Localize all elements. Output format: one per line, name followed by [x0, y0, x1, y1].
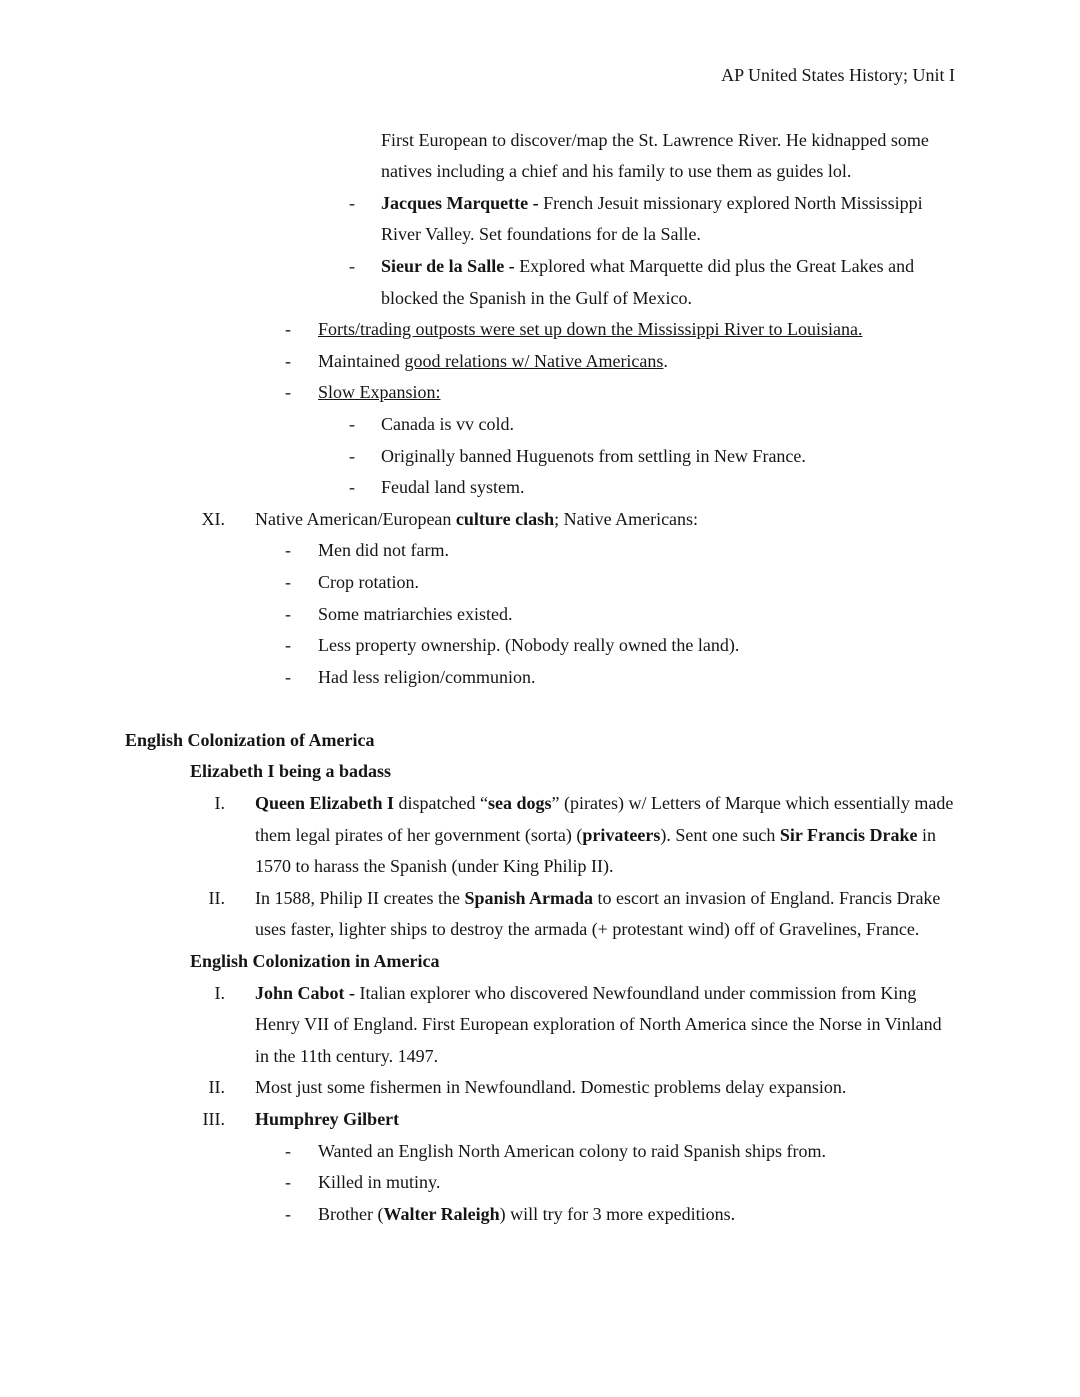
- text-run: Less property ownership. (Nobody really owned the land).: [318, 635, 740, 656]
- text-line: [318, 662, 955, 694]
- text-line: [190, 756, 955, 788]
- list-marker: -: [349, 192, 355, 213]
- text-run: Originally banned Huguenots from settling in New France.: [381, 445, 806, 466]
- text-run: Sieur de la Salle -: [381, 255, 520, 276]
- text-run: English Colonization of America: [125, 729, 375, 750]
- text-line: [255, 883, 955, 946]
- text-run: sea dogs: [487, 793, 552, 814]
- bullet-item-level1: [125, 314, 955, 346]
- bullet-item-level1: [125, 535, 955, 567]
- text-line: [255, 1072, 955, 1104]
- text-run: ” (pirates) w/ Letters of Marque which essentially made them legal pirates of her government (sorta) (: [255, 793, 954, 845]
- text-line: [190, 946, 955, 978]
- text-line: [318, 377, 955, 409]
- text-run: Italian explorer who discovered Newfoundland under commission from King Henry VII of England. First European exploration of North America since the Norse in Vinland in the 11th century. 1497.: [255, 982, 942, 1066]
- outline-item-roman: [125, 788, 955, 883]
- list-marker: -: [285, 350, 291, 371]
- text-run: Humphrey Gilbert: [255, 1109, 400, 1129]
- text-line: [318, 1199, 955, 1231]
- list-marker: -: [349, 445, 355, 466]
- text-run: in 1570 to harass the Spanish (under King Philip II).: [255, 824, 936, 877]
- bullet-item-level1: [125, 630, 955, 662]
- list-marker: I.: [214, 793, 225, 814]
- bullet-item-level1: [125, 662, 955, 694]
- text-line: [318, 1167, 955, 1199]
- section-heading: [125, 725, 955, 757]
- text-run: Canada is vv cold.: [381, 413, 514, 434]
- list-marker: -: [285, 1203, 291, 1224]
- text-run: Forts/trading outposts were set up down the Mississippi River to Louisiana.: [318, 319, 863, 340]
- list-marker: XI.: [201, 508, 225, 529]
- list-marker: -: [349, 413, 355, 434]
- bullet-item-level2: [125, 441, 955, 473]
- text-run: Men did not farm.: [318, 540, 449, 561]
- bullet-item-level1: [125, 599, 955, 631]
- page-header: AP United States History; Unit I: [721, 65, 955, 85]
- list-marker: -: [285, 382, 291, 403]
- sub-heading: [190, 946, 955, 978]
- text-line: [318, 599, 955, 631]
- text-line: [381, 441, 955, 473]
- text-run: Killed in mutiny.: [318, 1172, 441, 1193]
- text-line: [255, 1104, 955, 1136]
- text-run: In 1588, Philip II creates the: [255, 887, 465, 908]
- text-run: .: [663, 350, 668, 371]
- text-run: John Cabot -: [255, 982, 360, 1003]
- text-run: French Jesuit missionary explored North Mississippi River Valley. Set foundations for de la Salle.: [381, 192, 923, 245]
- outline-item-roman: [125, 1072, 955, 1104]
- text-run: ; Native Americans:: [554, 508, 699, 529]
- text-run: ). Sent one such: [660, 824, 780, 845]
- bullet-item-level1: [125, 1136, 955, 1168]
- text-run: to escort an invasion of England. Francis Drake uses faster, lighter ships to destroy the armada (+ protestant wind) off of Gravelines, France.: [255, 887, 941, 940]
- text-line: [381, 188, 955, 251]
- list-marker: -: [349, 477, 355, 498]
- text-line: [318, 567, 955, 599]
- list-marker: II.: [208, 887, 225, 908]
- text-run: culture clash: [455, 508, 555, 529]
- bullet-item-level1: [125, 1199, 955, 1231]
- blank-line: [125, 693, 955, 725]
- bullet-item-level2: [125, 251, 955, 314]
- sub-heading: [190, 756, 955, 788]
- text-run: Sir Francis Drake: [779, 824, 918, 845]
- bullet-item-level1: [125, 567, 955, 599]
- list-marker: -: [285, 319, 291, 340]
- bullet-item-level2: [125, 472, 955, 504]
- outline-item-roman: [125, 1104, 955, 1136]
- text-run: Crop rotation.: [318, 571, 419, 592]
- text-line: [318, 630, 955, 662]
- text-run: Maintained: [318, 350, 405, 371]
- text-line: [381, 251, 955, 314]
- bullet-item-level1: [125, 1167, 955, 1199]
- text-run: Feudal land system.: [381, 477, 525, 498]
- list-marker: II.: [208, 1077, 225, 1098]
- text-run: Jacques Marquette -: [381, 192, 544, 213]
- list-marker-empty: [349, 125, 381, 188]
- text-run: Most just some fishermen in Newfoundland. Domestic problems delay expansion.: [255, 1077, 847, 1098]
- text-line: [318, 535, 955, 567]
- bullet-item-level2: [125, 409, 955, 441]
- text-line: [255, 978, 955, 1073]
- bullet-item-level2: [125, 188, 955, 251]
- list-marker: -: [349, 255, 355, 276]
- text-line: [381, 409, 955, 441]
- document-body: [125, 125, 955, 1231]
- list-marker: I.: [214, 982, 225, 1003]
- text-line: [255, 504, 955, 536]
- text-run: Explored what Marquette did plus the Great Lakes and blocked the Spanish in the Gulf of Mexico.: [381, 255, 915, 308]
- text-run: First European to discover/map the St. Lawrence River. He kidnapped some natives including a chief and his family to use them as guides lol.: [381, 129, 929, 182]
- text-line: [318, 1136, 955, 1168]
- text-run: dispatched “: [394, 793, 488, 814]
- outline-item-roman: [125, 504, 955, 536]
- list-marker: -: [285, 1172, 291, 1193]
- text-run: good relations w/ Native Americans: [404, 350, 664, 371]
- list-marker: -: [285, 635, 291, 656]
- text-run: Wanted an English North American colony to raid Spanish ships from.: [318, 1140, 826, 1161]
- text-line: [381, 472, 955, 504]
- text-run: Queen Elizabeth I: [255, 793, 395, 814]
- text-run: Had less religion/communion.: [318, 666, 536, 687]
- text-run: Walter Raleigh: [383, 1203, 500, 1224]
- text-run: Native American/European: [255, 508, 456, 529]
- text-line: [255, 788, 955, 883]
- text-run: Slow Expansion:: [318, 382, 441, 403]
- text-run: Some matriarchies existed.: [318, 603, 513, 624]
- text-line: [318, 346, 955, 378]
- list-marker: -: [285, 666, 291, 687]
- text-run: Spanish Armada: [464, 887, 594, 908]
- list-marker: -: [285, 540, 291, 561]
- list-marker: -: [285, 1140, 291, 1161]
- text-run: Elizabeth I being a badass: [190, 761, 392, 782]
- list-marker: -: [285, 571, 291, 592]
- text-run: privateers: [582, 824, 661, 845]
- text-run: ) will try for 3 more expeditions.: [499, 1203, 736, 1224]
- text-run: Brother (: [318, 1203, 384, 1224]
- outline-item-roman: [125, 883, 955, 946]
- text-line: [381, 125, 955, 188]
- bullet-item-level1: [125, 346, 955, 378]
- list-marker: III.: [202, 1109, 225, 1129]
- outline-item-roman: [125, 978, 955, 1073]
- text-line: [318, 314, 955, 346]
- text-run: English Colonization in America: [190, 951, 440, 972]
- bullet-item-level1: [125, 377, 955, 409]
- text-line: [125, 725, 955, 757]
- list-marker: -: [285, 603, 291, 624]
- bullet-item-level2: [125, 125, 955, 188]
